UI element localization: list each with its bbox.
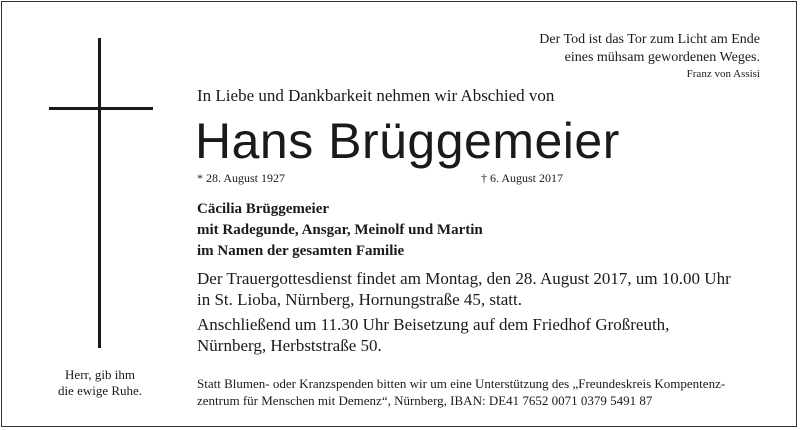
prayer-text (50, 367, 150, 399)
prayer-line: Herr, gib ihm (65, 367, 135, 382)
motto-line-1: Der Tod ist das Tor zum Licht am Ende (539, 32, 760, 47)
service-line: in St. Lioba, Nürnberg, Hornungstraße 45, statt. (197, 290, 523, 309)
family-block (197, 199, 483, 262)
intro-text: In Liebe und Dankbarkeit nehmen wir Abschied von (197, 86, 555, 105)
birth-date: * 28. August 1927 (197, 171, 286, 185)
motto-author: Franz von Assisi (686, 68, 760, 80)
donation-note (197, 375, 725, 409)
motto-quote (539, 31, 760, 82)
cross-vertical-bar (98, 38, 101, 348)
motto-line-2: eines mühsam gewordenen Weges. (564, 50, 760, 65)
death-date: † 6. August 2017 (481, 171, 564, 185)
service-info (197, 268, 731, 356)
donation-line: zentrum für Menschen mit Demenz“, Nürnberg, IBAN: DE41 7652 0071 0379 5491 87 (197, 393, 653, 408)
service-line: Der Trauergottesdienst findet am Montag, den 28. August 2017, um 10.00 Uhr (197, 269, 731, 288)
family-line: mit Radegunde, Ansgar, Meinolf und Martin (197, 222, 483, 238)
deceased-name: Hans Brüggemeier (195, 113, 620, 169)
family-line: im Namen der gesamten Familie (197, 243, 405, 259)
burial-line: Anschließend um 11.30 Uhr Beisetzung auf dem Friedhof Großreuth, (197, 315, 670, 334)
donation-line: Statt Blumen- oder Kranzspenden bitten wir um eine Unterstützung des „Freundeskreis Kompentenz- (197, 376, 726, 391)
cross-horizontal-bar (49, 107, 153, 110)
prayer-line: die ewige Ruhe. (57, 383, 143, 398)
burial-line: Nürnberg, Herbststraße 50. (197, 336, 382, 355)
family-line: Cäcilia Brüggemeier (197, 201, 330, 217)
